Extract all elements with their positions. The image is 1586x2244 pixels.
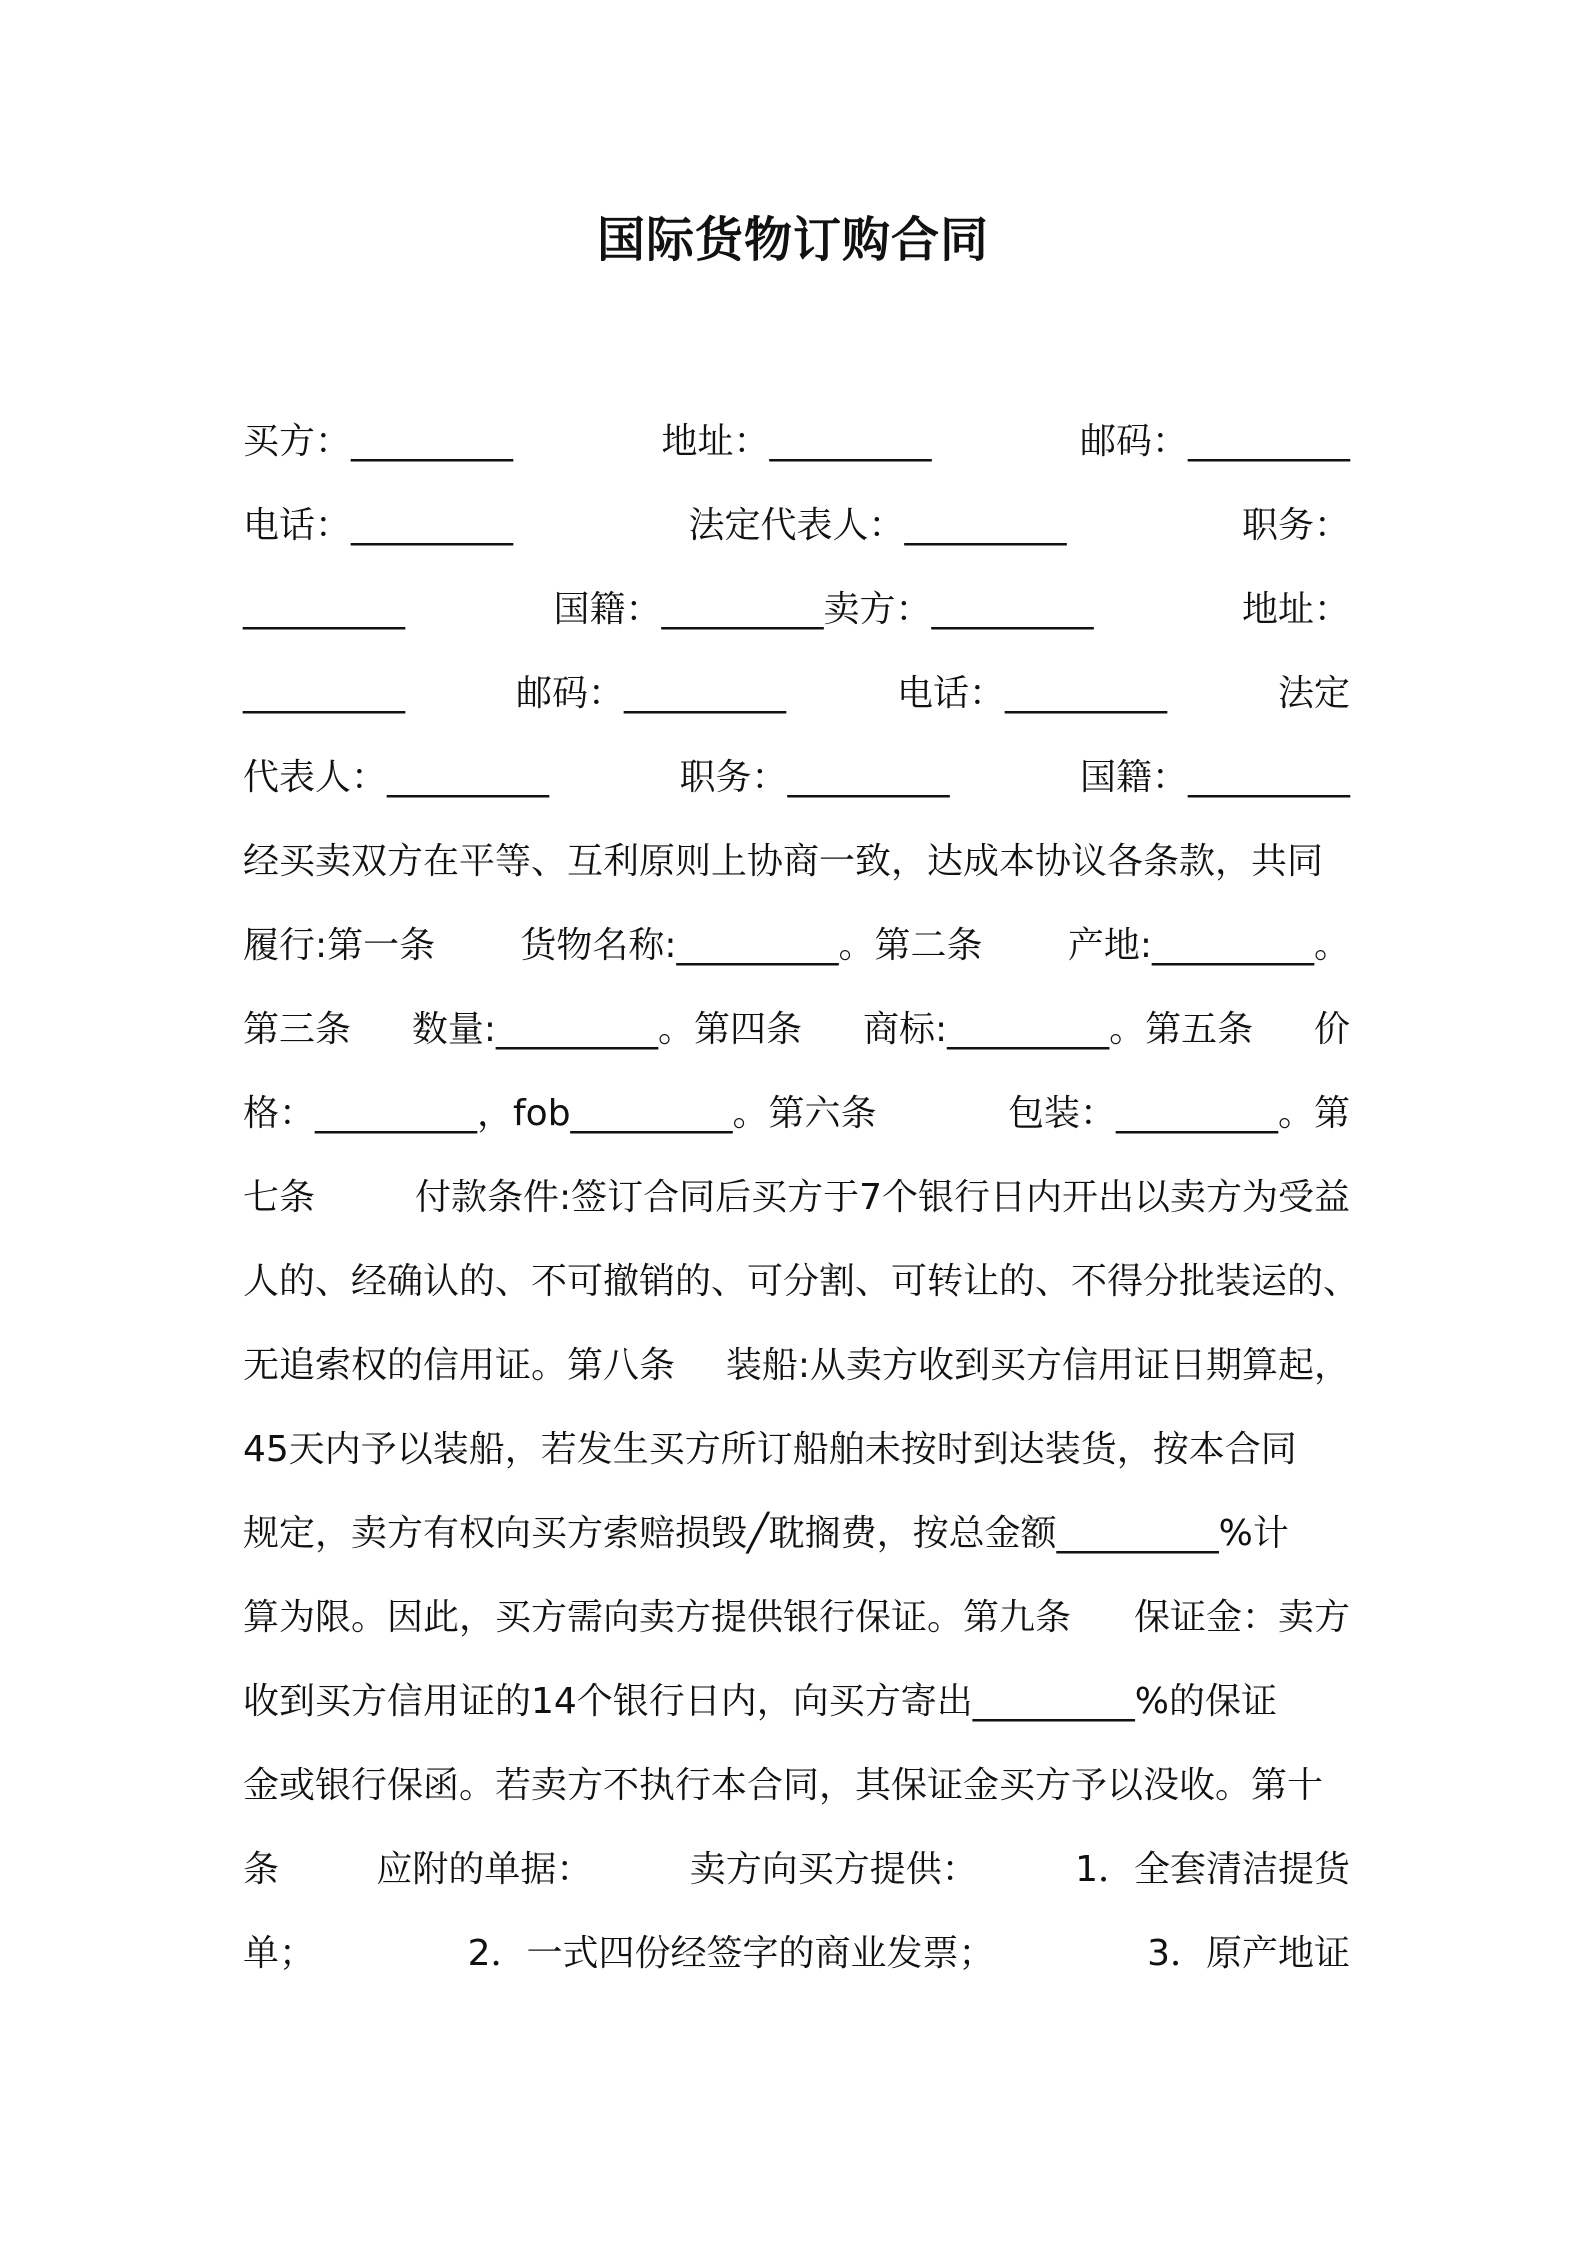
text-line [243,1828,1350,1912]
text-segment: _________ [243,673,405,714]
text-segment: 代表人：_________ [243,757,550,798]
document-body [243,400,1360,1996]
text-line [243,1072,1350,1156]
text-segment: 卖方向买方提供： [689,1849,978,1890]
text-segment: 2．一式四份经签字的商业发票； [467,1933,995,1974]
text-segment: 格：_________，fob_________。第六条 [243,1093,877,1134]
text-segment: 装船:从卖方收到买方信用证日期算起， [725,1345,1350,1386]
text-segment: 价 [1313,1009,1350,1050]
text-line [243,1576,1350,1660]
text-segment: 1．全套清洁提货 [1075,1849,1350,1890]
text-segment: 电话：_________ [896,673,1167,714]
text-segment: 产地:_________。 [1067,925,1350,966]
text-segment: 职务：_________ [679,757,950,798]
text-line [243,736,1350,820]
text-segment: 法定 [1277,673,1350,714]
text-line [243,568,1350,652]
text-segment: 地址：_________ [661,421,932,462]
text-segment: 七条 [243,1177,316,1218]
text-segment: 45天内予以装船，若发生买方所订船舶未按时到达装货，按本合同 [243,1429,1297,1470]
text-segment: 包装：_________。第 [1007,1093,1350,1134]
text-segment: 无追索权的信用证。第八条 [243,1345,676,1386]
text-line [243,1156,1350,1240]
document-title: 国际货物订购合同 [596,212,989,268]
text-segment: 付款条件:签订合同后买方于7个银行日内开出以卖方为受益 [414,1177,1350,1218]
text-line [243,988,1350,1072]
text-segment: 邮码：_________ [1079,421,1350,462]
text-segment: 商标:_________。第五条 [862,1009,1254,1050]
text-segment: 金或银行保函。若卖方不执行本合同，其保证金买方予以没收。第十 [243,1765,1324,1806]
text-segment: 买方：_________ [243,421,514,462]
text-segment: 单； [243,1933,316,1974]
text-segment: 第三条 [243,1009,352,1050]
text-line [243,904,1350,988]
text-segment: 算为限。因此，买方需向卖方提供银行保证。第九条 [243,1597,1072,1638]
text-segment: _________ [243,589,405,630]
text-segment: 人的、经确认的、不可撤销的、可分割、可转让的、不得分批装运的、 [243,1261,1360,1302]
text-line [243,1660,1350,1744]
text-segment: 法定代表人：_________ [688,505,1067,546]
text-segment: 数量:_________。第四条 [411,1009,803,1050]
text-segment: 国籍：_________卖方：_________ [553,589,1094,630]
text-line [243,400,1350,484]
text-line [243,1492,1350,1576]
text-segment: 国籍：_________ [1079,757,1350,798]
text-line [243,820,1350,904]
text-line [243,1744,1350,1828]
text-segment: 电话：_________ [243,505,514,546]
text-segment: 3．原产地证 [1147,1933,1350,1974]
text-segment: 收到买方信用证的14个银行日内，向买方寄出_________%的保证 [243,1681,1278,1722]
text-segment: 货物名称:_________。第二条 [520,925,983,966]
text-segment: 条 [243,1849,280,1890]
text-segment: 职务： [1241,505,1350,546]
text-line [243,484,1350,568]
text-segment: 经买卖双方在平等、互利原则上协商一致，达成本协议各条款，共同 [243,841,1324,882]
text-line [243,1408,1350,1492]
text-segment: 规定，卖方有权向买方索赔损毁╱耽搁费，按总金额_________%计 [243,1513,1289,1554]
text-segment: 地址： [1241,589,1350,630]
text-segment: 邮码：_________ [515,673,786,714]
text-segment: 保证金：卖方 [1133,1597,1350,1638]
text-segment: 应附的单据： [376,1849,593,1890]
text-line [243,1912,1350,1996]
text-line [243,1324,1350,1408]
text-segment: 履行:第一条 [243,925,436,966]
text-line [243,652,1350,736]
text-line [243,1240,1360,1324]
